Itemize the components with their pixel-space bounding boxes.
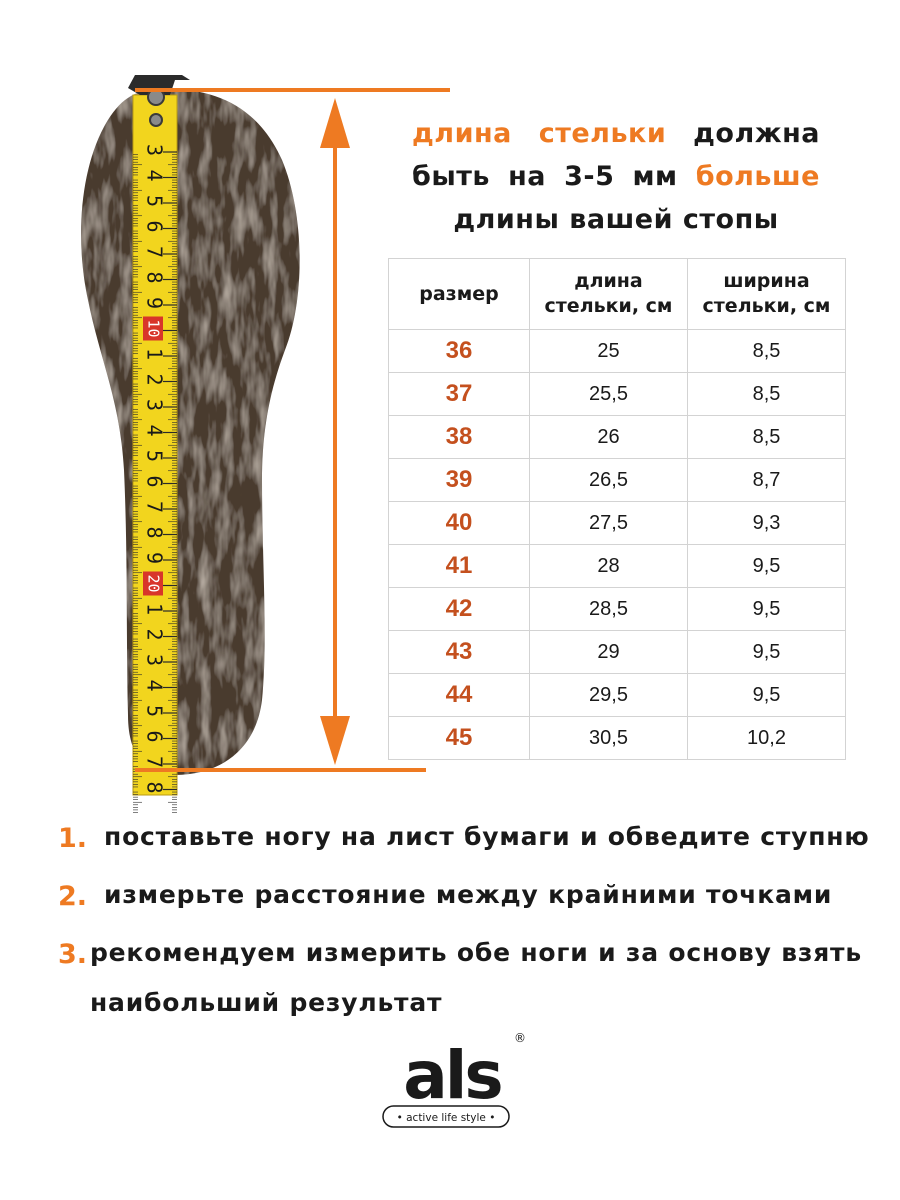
length-cell: 29 — [530, 631, 688, 674]
tape-digit: 1 — [142, 347, 167, 361]
tape-digit: 4 — [142, 424, 167, 437]
table-row — [389, 502, 846, 545]
table-row — [389, 373, 846, 416]
fit-note-word: мм — [632, 161, 678, 192]
size-cell: 42 — [389, 588, 530, 631]
size-table — [388, 258, 846, 760]
size-cell: 45 — [389, 717, 530, 760]
width-cell: 10,2 — [688, 717, 846, 760]
logo-tagline: • active life style • — [396, 1112, 496, 1124]
length-cell: 26,5 — [530, 459, 688, 502]
length-arrow-head-bottom — [320, 716, 350, 765]
size-cell: 44 — [389, 674, 530, 717]
fit-note-line-1 — [412, 112, 820, 155]
table-row — [389, 330, 846, 373]
table-row — [389, 717, 846, 760]
step-text: рекомендуем измерить обе ноги и за основу взять наибольший результат — [89, 938, 862, 1017]
table-row — [389, 416, 846, 459]
length-cell: 30,5 — [530, 717, 688, 760]
tape-digit: 4 — [142, 169, 167, 182]
tape-digit: 2 — [142, 628, 167, 641]
step-number: 1. — [58, 823, 88, 854]
fit-note-line-2 — [412, 155, 820, 198]
fit-note-word: 3-5 — [564, 161, 615, 192]
fit-note-word: быть — [412, 161, 490, 192]
length-cell: 27,5 — [530, 502, 688, 545]
size-cell: 38 — [389, 416, 530, 459]
tape-digit: 2 — [142, 373, 167, 386]
fit-note-line-3 — [412, 198, 820, 241]
step-number: 2. — [58, 881, 88, 912]
width-cell: 9,5 — [688, 674, 846, 717]
width-cell: 8,7 — [688, 459, 846, 502]
width-cell: 8,5 — [688, 373, 846, 416]
tape-digit: 7 — [142, 755, 167, 769]
tape-digit: 3 — [142, 398, 167, 412]
step-number: 3. — [58, 939, 88, 970]
length-cell: 25 — [530, 330, 688, 373]
length-cell: 29,5 — [530, 674, 688, 717]
length-cell: 28 — [530, 545, 688, 588]
table-row — [389, 588, 846, 631]
instruction-step — [58, 870, 878, 920]
width-cell: 9,3 — [688, 502, 846, 545]
tape-digit: 10 — [144, 319, 163, 338]
fit-note-word: стельки — [538, 118, 667, 149]
step-text: поставьте ногу на лист бумаги и обведите ступню — [104, 822, 870, 851]
tape-digit: 5 — [142, 194, 167, 208]
width-cell: 8,5 — [688, 330, 846, 373]
instruction-step — [58, 812, 878, 862]
header-insole-length: длина стельки, см — [530, 259, 688, 330]
size-cell: 40 — [389, 502, 530, 545]
tape-digit: 6 — [142, 220, 167, 233]
tape-digit: 7 — [142, 245, 167, 259]
fit-note-word: больше — [695, 161, 820, 192]
tape-digit: 7 — [142, 500, 167, 514]
tape-digit: 6 — [142, 475, 167, 488]
width-cell: 9,5 — [688, 631, 846, 674]
table-row — [389, 674, 846, 717]
width-cell: 9,5 — [688, 588, 846, 631]
tape-digit: 8 — [142, 781, 167, 794]
length-arrow-head-top — [320, 98, 350, 148]
fit-note-word: длины вашей стопы — [453, 204, 779, 235]
step-text: измерьте расстояние между крайними точками — [104, 880, 833, 909]
size-cell: 41 — [389, 545, 530, 588]
table-header-row — [389, 259, 846, 330]
tape-digit: 8 — [142, 271, 167, 284]
header-size: размер — [389, 259, 530, 330]
length-cell: 25,5 — [530, 373, 688, 416]
length-cell: 28,5 — [530, 588, 688, 631]
tape-digit: 20 — [144, 574, 163, 593]
tape-digit: 3 — [142, 653, 167, 667]
tape-digit: 4 — [142, 679, 167, 692]
size-cell: 43 — [389, 631, 530, 674]
logo-registered: ® — [514, 1031, 526, 1045]
measurement-instructions — [58, 812, 878, 1036]
tape-digit: 9 — [142, 296, 167, 310]
fit-note — [412, 112, 820, 241]
instruction-step — [58, 928, 878, 1028]
size-cell: 39 — [389, 459, 530, 502]
length-cell: 26 — [530, 416, 688, 459]
tape-digit: 6 — [142, 730, 167, 743]
size-cell: 36 — [389, 330, 530, 373]
width-cell: 8,5 — [688, 416, 846, 459]
table-row — [389, 545, 846, 588]
als-logo — [378, 1026, 528, 1136]
fur-insole — [81, 89, 300, 775]
tape-digit: 3 — [142, 143, 167, 157]
fit-note-word: должна — [693, 118, 820, 149]
tape-digit: 5 — [142, 449, 167, 463]
tape-digit: 9 — [142, 551, 167, 565]
width-cell: 9,5 — [688, 545, 846, 588]
header-insole-width: ширина стельки, см — [688, 259, 846, 330]
fit-note-word: на — [508, 161, 546, 192]
tape-digit: 5 — [142, 704, 167, 718]
fit-note-word: длина — [412, 118, 512, 149]
tape-digit: 1 — [142, 602, 167, 616]
table-row — [389, 631, 846, 674]
size-cell: 37 — [389, 373, 530, 416]
logo-wordmark: als — [403, 1037, 501, 1114]
tape-digit: 8 — [142, 526, 167, 539]
table-row — [389, 459, 846, 502]
